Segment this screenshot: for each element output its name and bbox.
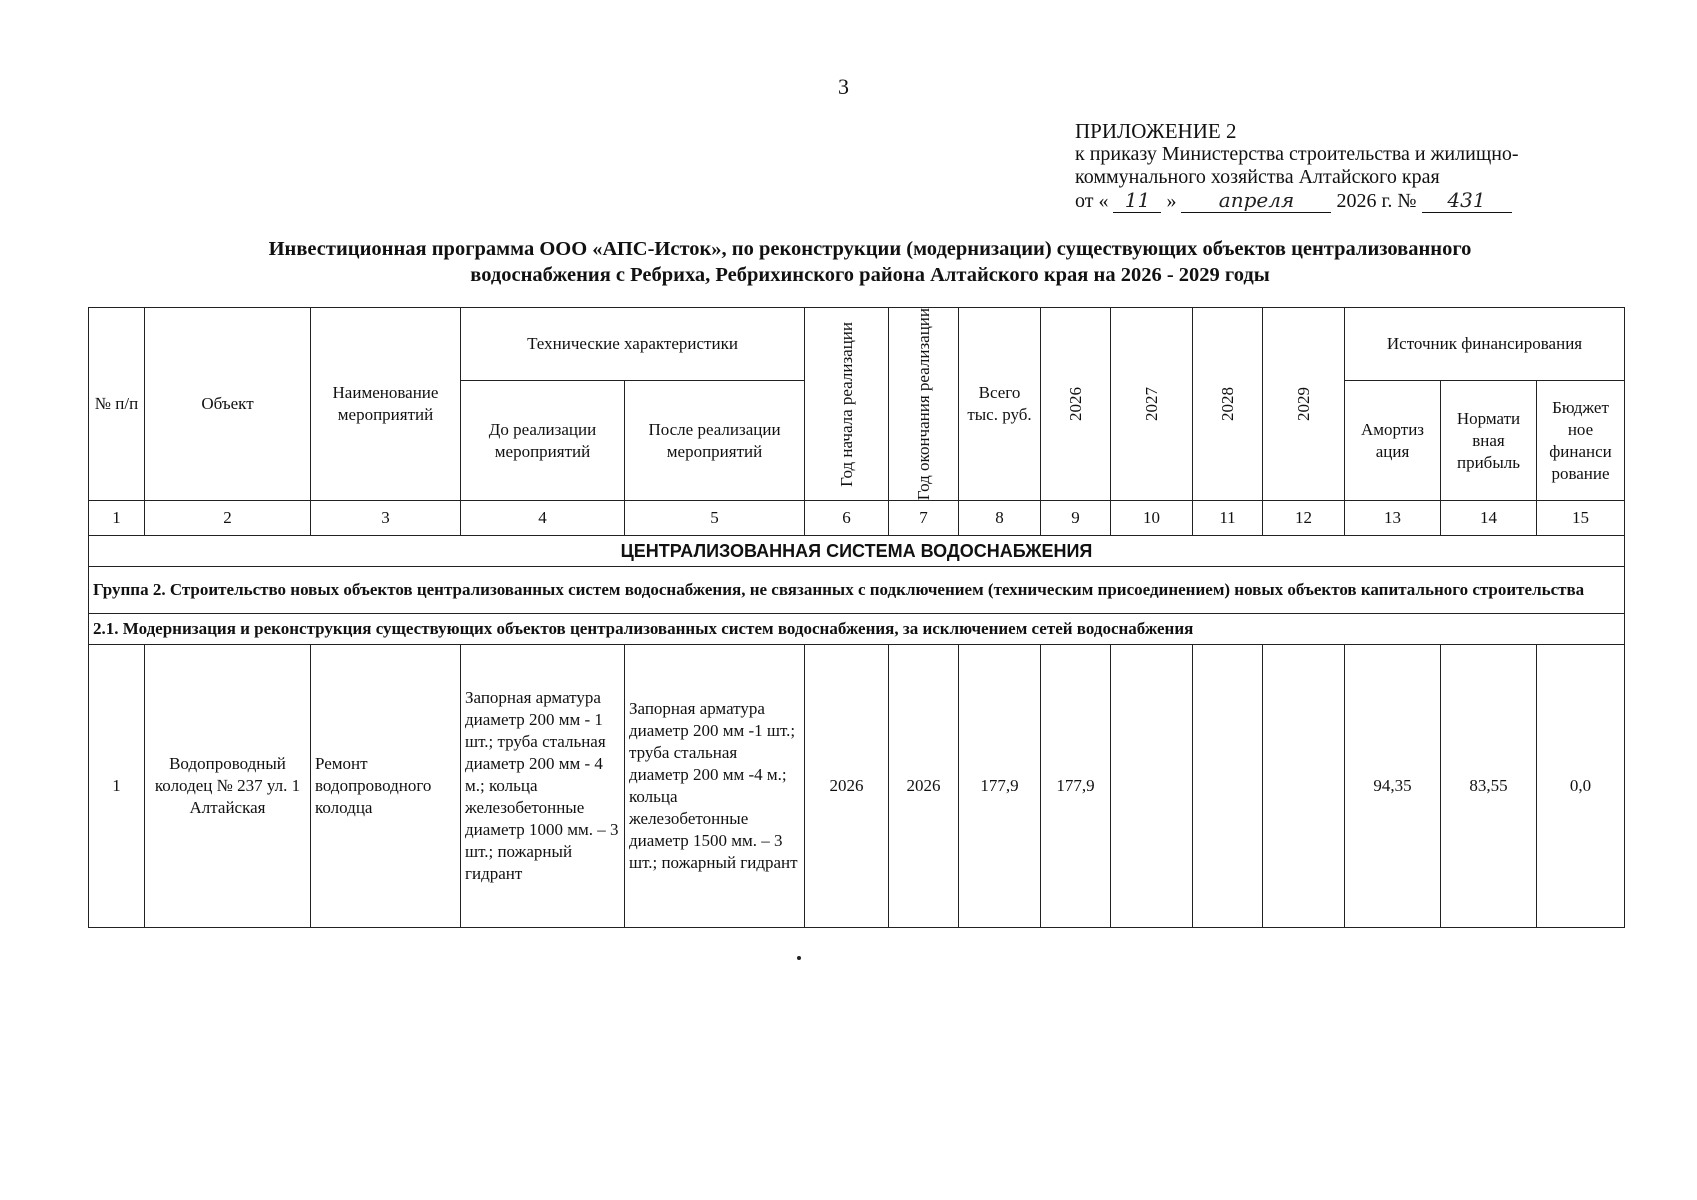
header-before: До реализации мероприятий — [461, 381, 625, 501]
header-object: Объект — [145, 308, 311, 501]
header-total: Всего тыс. руб. — [959, 308, 1041, 501]
column-number: 6 — [805, 501, 889, 536]
column-number: 4 — [461, 501, 625, 536]
row-start-year: 2026 — [805, 645, 889, 928]
header-2027-cell — [1111, 308, 1193, 501]
row-after: Запорная арматура диаметр 200 мм -1 шт.; труба стальная диаметр 200 мм -4 м.; кольца железобетонные диаметр 1500 мм. – 3 шт.; пожарный гидрант — [625, 645, 805, 928]
scan-dot — [797, 956, 801, 960]
row-measure: Ремонт водопроводного колодца — [311, 645, 461, 928]
header-start-year: Год начала реализации — [837, 321, 856, 487]
document-title-line-1: Инвестиционная программа ООО «АПС-Исток», по реконструкции (модернизации) существующих объектов централизованного — [268, 238, 1472, 260]
row-2029 — [1263, 645, 1345, 928]
document-title — [100, 236, 1640, 288]
group-title: Группа 2. Строительство новых объектов централизованных систем водоснабжения, не связанных с подключением (техническим присоединением) новых объектов капитального строительства — [89, 567, 1625, 614]
row-end-year: 2026 — [889, 645, 959, 928]
column-number: 9 — [1041, 501, 1111, 536]
column-number-row — [89, 501, 1625, 536]
investment-table — [88, 307, 1625, 928]
column-number: 11 — [1193, 501, 1263, 536]
header-2027: 2027 — [1142, 387, 1161, 422]
column-number: 3 — [311, 501, 461, 536]
row-amort: 94,35 — [1345, 645, 1441, 928]
row-num: 1 — [89, 645, 145, 928]
subgroup-title: 2.1. Модернизация и реконструкция существующих объектов централизованных систем водоснабжения, за исключением сетей водоснабжения — [89, 614, 1625, 645]
row-object: Водопроводный колодец № 237 ул. 1 Алтайская — [145, 645, 311, 928]
table-row — [89, 645, 1625, 928]
appendix-line-1: к приказу Министерства строительства и жилищно- — [1075, 143, 1519, 165]
appendix-title: ПРИЛОЖЕНИЕ 2 — [1075, 119, 1237, 143]
appendix-line-2: коммунального хозяйства Алтайского края — [1075, 166, 1440, 188]
header-after: После реализации мероприятий — [625, 381, 805, 501]
row-budget: 0,0 — [1537, 645, 1625, 928]
header-end-year: Год окончания реализации — [914, 308, 933, 501]
column-number: 1 — [89, 501, 145, 536]
header-2029: 2029 — [1294, 387, 1313, 422]
group-row — [89, 567, 1625, 614]
row-2028 — [1193, 645, 1263, 928]
date-year: 2026 г. № — [1336, 190, 1417, 212]
date-mid: » — [1166, 190, 1177, 212]
column-number: 15 — [1537, 501, 1625, 536]
column-number: 5 — [625, 501, 805, 536]
header-num: № п/п — [89, 308, 145, 501]
header-measures: Наименование мероприятий — [311, 308, 461, 501]
header-2029-cell — [1263, 308, 1345, 501]
column-number: 14 — [1441, 501, 1537, 536]
header-end-year-cell — [889, 308, 959, 501]
section-title: ЦЕНТРАЛИЗОВАННАЯ СИСТЕМА ВОДОСНАБЖЕНИЯ — [89, 536, 1625, 567]
column-number: 10 — [1111, 501, 1193, 536]
document-title-line-2: водоснабжения с Ребриха, Ребрихинского района Алтайского края на 2026 - 2029 годы — [470, 264, 1270, 286]
header-tech: Технические характеристики — [461, 308, 805, 381]
column-number: 7 — [889, 501, 959, 536]
header-budget: Бюджет ное финанси рование — [1537, 381, 1625, 501]
row-2026: 177,9 — [1041, 645, 1111, 928]
appendix-date-line — [1075, 189, 1635, 213]
handwritten-month: апреля — [1181, 189, 1331, 213]
appendix-block — [1075, 120, 1635, 213]
column-number: 12 — [1263, 501, 1345, 536]
handwritten-order-number: 431 — [1422, 189, 1512, 213]
header-profit: Нормати вная прибыль — [1441, 381, 1537, 501]
header-2028: 2028 — [1218, 387, 1237, 422]
column-number: 8 — [959, 501, 1041, 536]
row-2027 — [1111, 645, 1193, 928]
row-total: 177,9 — [959, 645, 1041, 928]
header-amort: Амортиз ация — [1345, 381, 1441, 501]
header-funding: Источник финансирования — [1345, 308, 1625, 381]
column-number: 2 — [145, 501, 311, 536]
column-number: 13 — [1345, 501, 1441, 536]
date-prefix: от « — [1075, 190, 1109, 212]
header-2026-cell — [1041, 308, 1111, 501]
row-before: Запорная арматура диаметр 200 мм - 1 шт.; труба стальная диаметр 200 мм - 4 м.; кольца железобетонные диаметр 1000 мм. – 3 шт.; пожарный гидрант — [461, 645, 625, 928]
section-title-row — [89, 536, 1625, 567]
subgroup-row — [89, 614, 1625, 645]
header-2028-cell — [1193, 308, 1263, 501]
row-profit: 83,55 — [1441, 645, 1537, 928]
page-number: 3 — [838, 74, 849, 99]
header-2026: 2026 — [1066, 387, 1085, 422]
header-start-year-cell — [805, 308, 889, 501]
handwritten-day: 11 — [1113, 189, 1161, 213]
